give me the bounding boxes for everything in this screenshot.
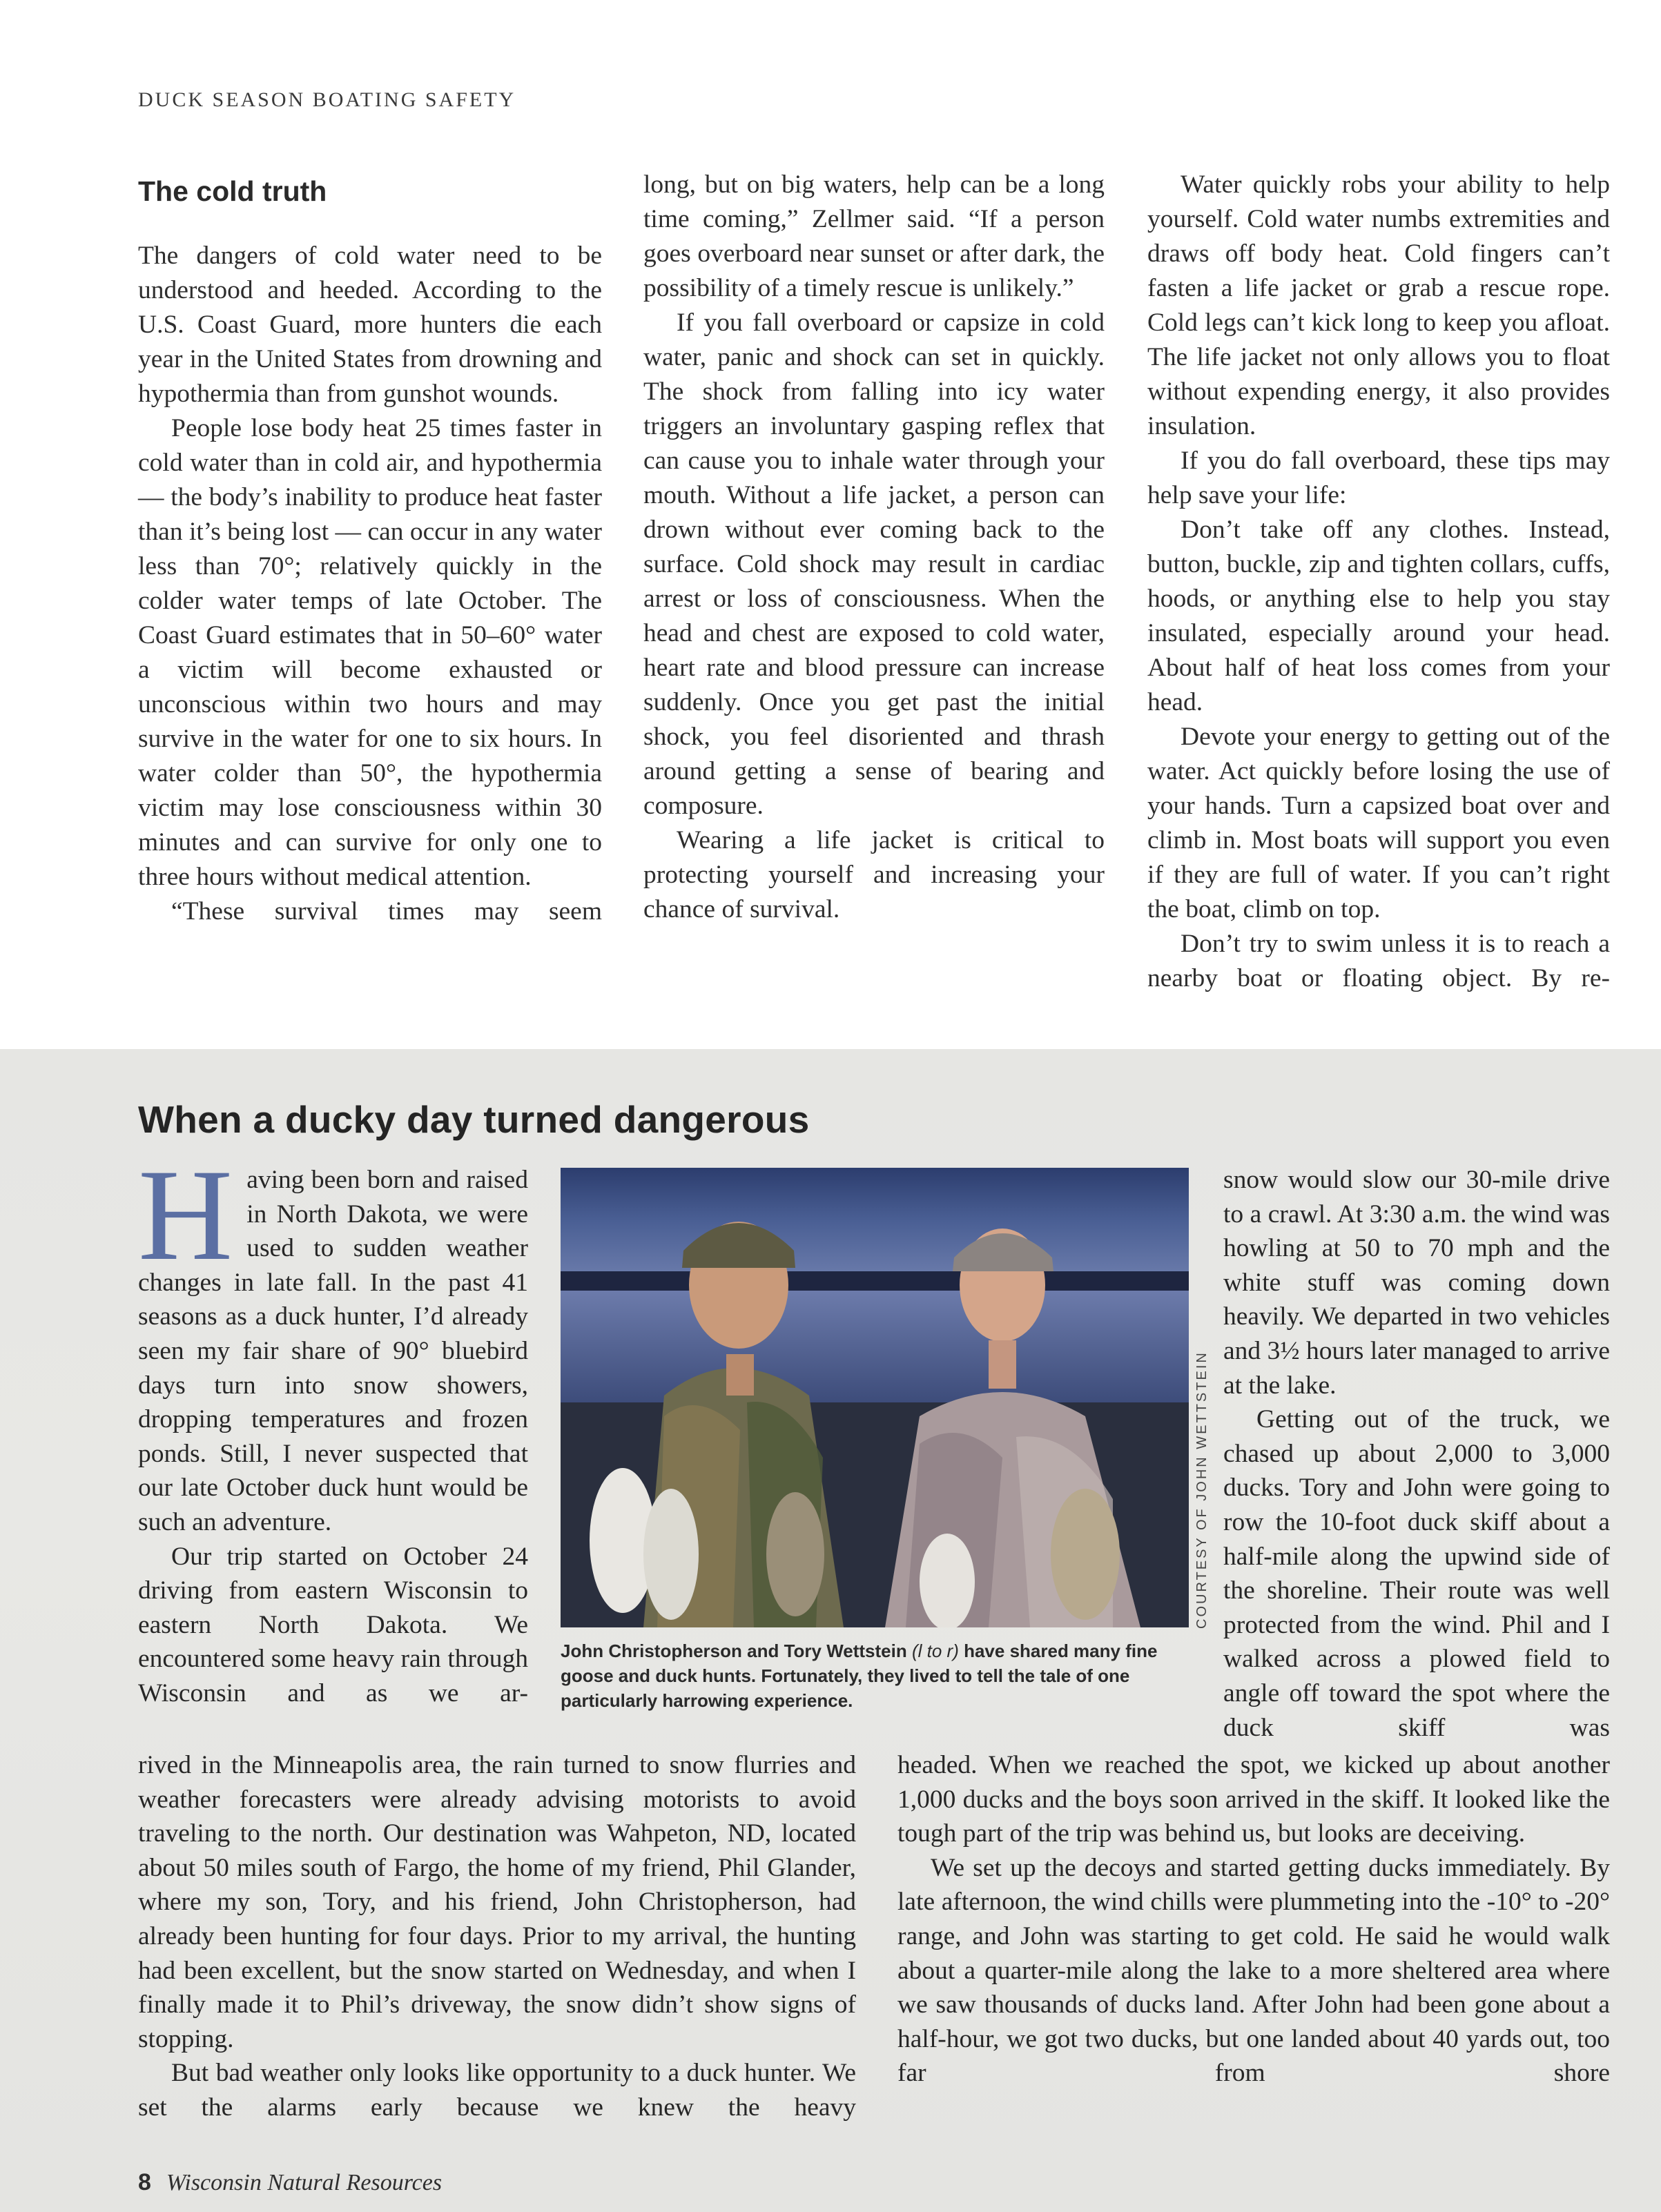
lead-text: aving been born and raised in North Dakota, we were used to sudden weather changes in late fall. In the past 41 seasons as a duck hunter, I’d already seen my fair share of 90° bluebird days turn into snow showers, dropping temperatures and frozen ponds. Still, I never suspected that our late October duck hunt would be such an adventure. (138, 1166, 528, 1536)
caption-text: John Christopherson and Tory Wettstein (561, 1641, 912, 1661)
caption-italic: (l to r) (911, 1641, 959, 1661)
sidebar-bottom-left (138, 1748, 856, 2125)
paragraph: Devote your energy to getting out of the water. Act quickly before losing the use of your hands. Turn a capsized boat over and climb in. Most boats will support you even if they are full of water. If you can’t right the boat, climb on top. (1147, 723, 1610, 923)
magazine-name: Wisconsin Natural Resources (166, 2170, 443, 2195)
paragraph: Don’t try to swim unless it is to reach a nearby boat or floating object. By re- (1147, 930, 1610, 992)
paragraph: If you do fall overboard, these tips may help save your life: (1147, 447, 1610, 509)
paragraph: If you fall overboard or capsize in cold water, panic and shock can set in quickly. The shock from falling into icy water triggers an involuntary gasping reflex that can cause you to inhale water through your mouth. Without a life jacket, a person can drown without ever coming back to the surface. Cold shock may result in cardiac arrest or loss of consciousness. When the head and chest are exposed to cold water, heart rate and blood pressure can increase suddenly. Once you get past the initial shock, you feel disoriented and thrash around getting a sense of bearing and composure. (643, 309, 1105, 820)
paragraph: “These survival times may seem (171, 897, 602, 926)
paragraph: We set up the decoys and started getting ducks immediately. By late afternoon, the wind chills were plummeting into the -10° to -20° range, and John was starting to get cold. He said he would walk about a quarter-mile along the lake to a more sheltered area where we saw thousands of ducks land. After John had been gone about a half-hour, we got two ducks, but one landed about 40 yards out, too far from shore (897, 1853, 1610, 2088)
paragraph: long, but on big waters, help can be a long time coming,” Zellmer said. “If a person goes overboard near sunset or after dark, the possibility of a timely rescue is unlikely.” (643, 170, 1105, 302)
drop-cap: H (138, 1143, 233, 1288)
hunters-photo (561, 1168, 1189, 1627)
paragraph: Don’t take off any clothes. Instead, button, buckle, zip and tighten collars, cuffs, hoods, or anything else to help you stay insulated, especially around your head. About half of heat loss comes from your head. (1147, 516, 1610, 716)
caption-text: have shared many fine goose and duck hunts. Fortunately, they lived to tell the tale of one particularly harrowing experience. (561, 1641, 1158, 1711)
paragraph: People lose body heat 25 times faster in cold water than in cold air, and hypothermia — the body’s inability to produce heat faster than it’s being lost — can occur in any water less than 70°; relatively quickly in the colder water temps of late October. The Coast Guard estimates that in 50–60° water a victim will become exhausted or unconscious within two hours and may survive in the water for one to six hours. In water colder than 50°, the hypothermia victim may lose consciousness within 30 minutes and can survive for only one to three hours without medical attention. (138, 414, 602, 891)
paragraph: Wearing a life jacket is critical to protecting yourself and increasing your chance of survival. (643, 826, 1105, 923)
photo-caption (561, 1638, 1182, 1713)
sidebar-column-left (138, 1143, 528, 1711)
lead-paragraph (138, 1143, 528, 1540)
paragraph: But bad weather only looks like opportunity to a duck hunter. We set the alarms early because we knew the heavy (138, 2059, 856, 2122)
paragraph: The dangers of cold water need to be understood and heeded. According to the U.S. Coast Guard, more hunters die each year in the United States from drowning and hypothermia than from gunshot wounds. (138, 242, 602, 408)
paragraph: Water quickly robs your ability to help yourself. Cold water numbs extremities and draws off body heat. Cold fingers can’t fasten a life jacket or grab a rescue rope. Cold legs can’t kick long to keep you afloat. The life jacket not only allows you to float without expending energy, it also provides insulation. (1147, 170, 1610, 440)
paragraph: rived in the Minneapolis area, the rain turned to snow flurries and weather forecasters were already advising motorists to avoid traveling to the north. Our destination was Wahpeton, ND, located about 50 miles south of Fargo, the home of my friend, Phil Glander, where my son, Tory, and his friend, John Christopherson, had already been hunting for four days. Prior to my arrival, the hunting had been excellent, but the snow started on Wednesday, and when I finally made it to Phil’s driveway, the snow didn’t show signs of stopping. (138, 1751, 856, 2053)
article-column-2 (643, 168, 1105, 927)
paragraph: snow would slow our 30-mile drive to a crawl. At 3:30 a.m. the wind was howling at 50 to 70 mph and the white stuff was coming down heavily. We departed in two vehicles and 3½ hours later managed to arrive at the lake. (1223, 1166, 1610, 1400)
sidebar-bottom-right (897, 1748, 1610, 2091)
page-footer (138, 2169, 442, 2196)
article-column-3 (1147, 168, 1610, 996)
paragraph: Our trip started on October 24 driving from eastern Wisconsin to eastern North Dakota. We encountered some heavy rain through Wisconsin and as we ar- (138, 1542, 528, 1707)
section-kicker: DUCK SEASON BOATING SAFETY (138, 88, 516, 111)
paragraph: headed. When we reached the spot, we kicked up about another 1,000 ducks and the boys soon arrived in the skiff. It looked like the tough part of the trip was behind us, but looks are deceiving. (897, 1751, 1610, 1848)
article-subhead: The cold truth (138, 175, 327, 207)
article-column-1 (138, 239, 602, 929)
page-number: 8 (138, 2169, 151, 2195)
sidebar-title: When a ducky day turned dangerous (138, 1098, 810, 1141)
sidebar-column-right (1223, 1163, 1610, 1745)
paragraph: Getting out of the truck, we chased up about 2,000 to 3,000 ducks. Tory and John were going to row the 10-foot duck skiff about a half-mile along the upwind side of the shoreline. Their route was well protected from the wind. Phil and I walked across a plowed field to angle off toward the spot where the duck skiff was (1223, 1405, 1610, 1742)
